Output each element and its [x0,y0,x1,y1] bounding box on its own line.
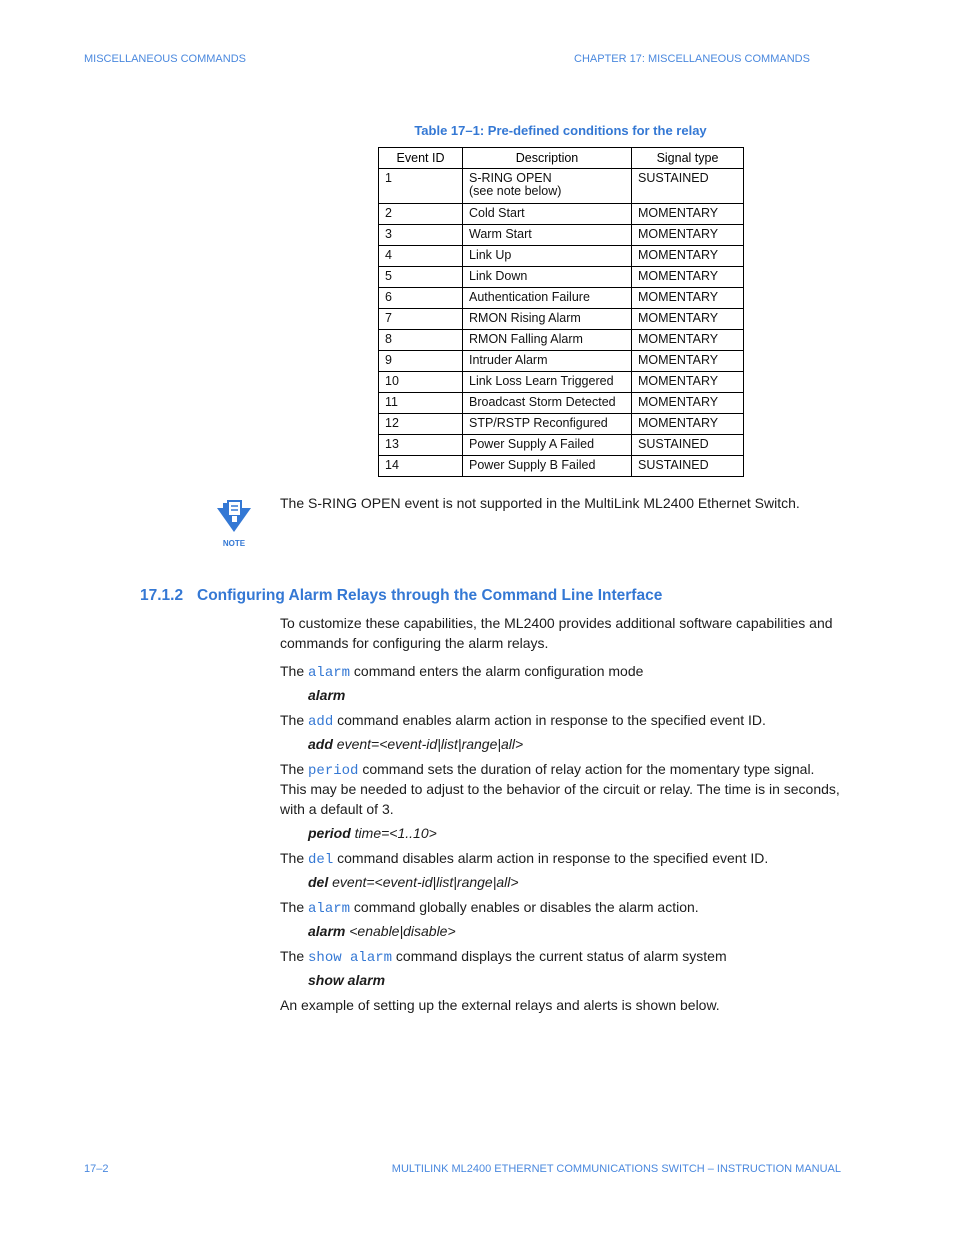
note-text: The S-RING OPEN event is not supported in the MultiLink ML2400 Ethernet Switch. [280,495,800,511]
cell-event-id: 10 [379,372,463,393]
cell-description: Warm Start [463,225,632,246]
command-keyword: period [308,763,359,779]
table-row [379,456,744,477]
cell-signal-type: MOMENTARY [632,246,744,267]
desc-text: command sets the duration of relay action for the momentary type signal. [362,761,815,777]
syntax-args: time=<1..10> [354,825,437,841]
table-row [379,288,744,309]
table-row [379,267,744,288]
table-header-row [379,148,744,169]
note-label: NOTE [222,539,246,548]
desc-text-continued: This may be needed to adjust to the behavior of the circuit or relay. The time is in seconds, [280,781,840,797]
cell-signal-type: MOMENTARY [632,204,744,225]
cell-description-remark: (see note below) [469,184,562,198]
cell-event-id: 7 [379,309,463,330]
column-header-description: Description [463,148,632,169]
desc-text: command displays the current status of alarm system [395,948,727,964]
command-keyword: add [308,714,334,730]
table-row [379,435,744,456]
command-keyword: show alarm [308,950,393,966]
column-header-signal-type: Signal type [632,148,744,169]
cell-event-id: 8 [379,330,463,351]
cell-event-id: 3 [379,225,463,246]
cell-description: Link Down [463,267,632,288]
events-table [378,147,744,477]
cell-description: Cold Start [463,204,632,225]
section-number: 17.1.2 [140,587,184,604]
intro-line: commands for configuring the alarm relays. [280,635,549,651]
command-syntax [308,921,900,941]
syntax-command: period [308,825,351,841]
command-keyword: alarm [308,901,351,917]
section-title: Configuring Alarm Relays through the Command Line Interface [197,587,663,604]
syntax-command: del [308,874,329,890]
cell-event-id: 4 [379,246,463,267]
command-syntax [308,685,900,705]
cell-event-id: 11 [379,393,463,414]
desc-text: command globally enables or disables the alarm action. [353,899,699,915]
command-description [280,759,900,819]
running-header-left: MISCELLANEOUS COMMANDS [84,53,246,65]
syntax-command: alarm [308,923,346,939]
command-description [280,661,900,681]
cell-description: Authentication Failure [463,288,632,309]
page-number: 17–2 [84,1163,109,1175]
syntax-command: show alarm [308,972,386,988]
cell-description: Intruder Alarm [463,351,632,372]
desc-prefix: The [280,663,305,679]
section-body [280,613,900,1019]
cell-description: Link Up [463,246,632,267]
desc-text: command enables alarm action in response to the specified event ID. [337,712,766,728]
table-caption: Table 17–1: Pre-defined conditions for the relay [414,123,707,138]
cell-signal-type: MOMENTARY [632,372,744,393]
cell-description: Broadcast Storm Detected [463,393,632,414]
cell-signal-type: MOMENTARY [632,351,744,372]
command-description [280,848,900,868]
table-row [379,351,744,372]
running-footer-title: MULTILINK ML2400 ETHERNET COMMUNICATIONS SWITCH – INSTRUCTION MANUAL [391,1163,841,1175]
cell-signal-type: SUSTAINED [632,435,744,456]
section-heading [140,586,662,606]
table-row [379,309,744,330]
syntax-args: <enable|disable> [349,923,456,939]
cell-description: RMON Falling Alarm [463,330,632,351]
intro-paragraph [280,613,900,653]
command-syntax [308,823,900,843]
cell-signal-type: MOMENTARY [632,309,744,330]
column-header-event-id: Event ID [379,148,463,169]
cell-signal-type: SUSTAINED [632,169,744,204]
cell-event-id: 1 [379,169,463,204]
syntax-args: event=<event-id|list|range|all> [336,736,524,752]
cell-description: Link Loss Learn Triggered [463,372,632,393]
closing-paragraph: An example of setting up the external relays and alerts is shown below. [280,997,720,1013]
table-row [379,372,744,393]
cell-event-id: 12 [379,414,463,435]
cell-description: Power Supply B Failed [463,456,632,477]
cell-event-id: 2 [379,204,463,225]
cell-description: Power Supply A Failed [463,435,632,456]
cell-event-id: 6 [379,288,463,309]
table-row [379,225,744,246]
cell-signal-type: MOMENTARY [632,393,744,414]
cell-signal-type: MOMENTARY [632,330,744,351]
syntax-args: event=<event-id|list|range|all> [332,874,519,890]
desc-prefix: The [280,948,305,964]
cell-description: RMON Rising Alarm [463,309,632,330]
intro-line: To customize these capabilities, the ML2400 provides additional software capabilities and [280,615,833,631]
desc-text: command disables alarm action in response to the specified event ID. [337,850,769,866]
desc-prefix: The [280,761,305,777]
desc-text-continued: with a default of 3. [280,801,394,817]
desc-text: command enters the alarm configuration mode [353,663,644,679]
command-description [280,946,900,966]
cell-signal-type: SUSTAINED [632,456,744,477]
command-keyword: alarm [308,665,351,681]
cell-description-text: S-RING OPEN [469,171,552,185]
running-header-right: CHAPTER 17: MISCELLANEOUS COMMANDS [574,53,810,65]
cell-event-id: 5 [379,267,463,288]
syntax-command: add [308,736,333,752]
command-syntax [308,734,900,754]
cell-event-id: 13 [379,435,463,456]
cell-event-id: 9 [379,351,463,372]
desc-prefix: The [280,899,305,915]
cell-signal-type: MOMENTARY [632,267,744,288]
table-row [379,330,744,351]
table-row [379,246,744,267]
syntax-command: alarm [308,687,346,703]
command-keyword: del [308,852,334,868]
cell-signal-type: MOMENTARY [632,288,744,309]
cell-description [463,169,632,204]
desc-prefix: The [280,850,305,866]
table-row [379,414,744,435]
command-syntax [308,970,900,990]
command-description [280,897,900,917]
command-description [280,710,900,730]
cell-description: STP/RSTP Reconfigured [463,414,632,435]
command-syntax [308,872,900,892]
desc-prefix: The [280,712,305,728]
cell-event-id: 14 [379,456,463,477]
cell-signal-type: MOMENTARY [632,225,744,246]
table-row [379,204,744,225]
cell-signal-type: MOMENTARY [632,414,744,435]
note-callout [214,499,254,548]
note-icon [215,499,253,533]
table-row [379,393,744,414]
table-row [379,169,744,204]
